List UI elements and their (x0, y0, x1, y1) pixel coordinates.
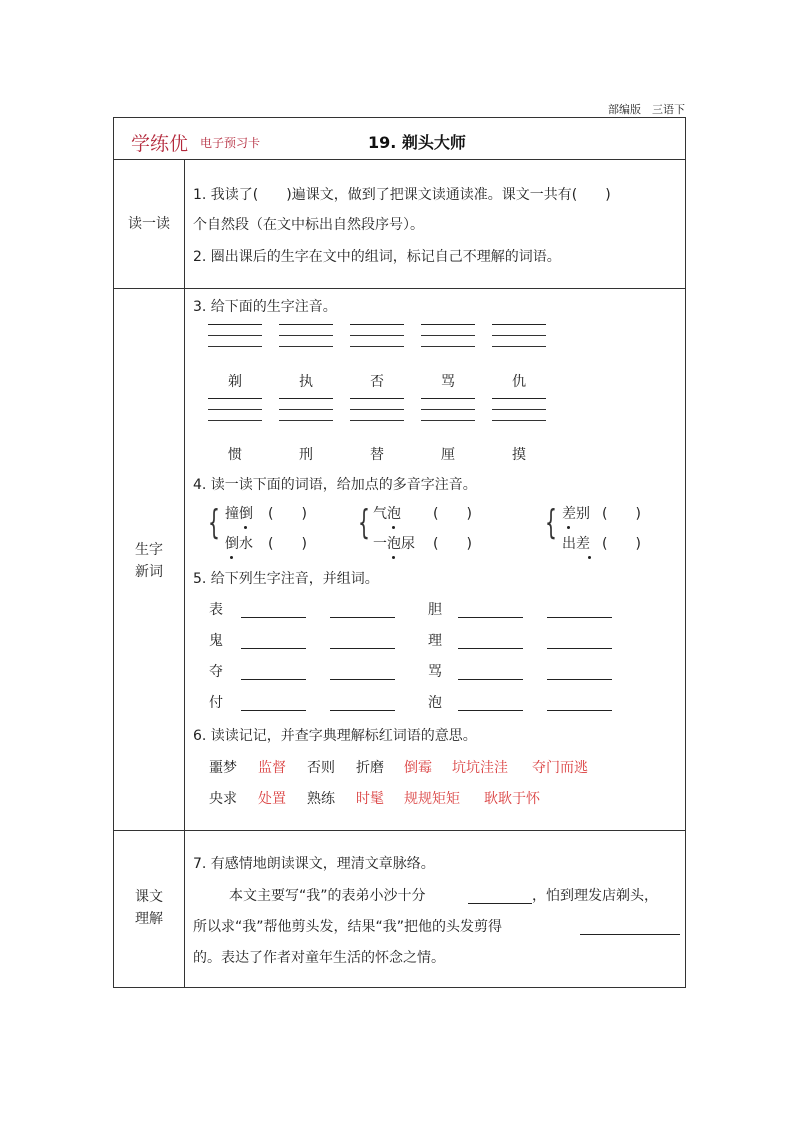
q4-word: 一泡尿 (373, 536, 415, 552)
q3-char: 摸 (512, 447, 526, 463)
q4-word: 差别 (562, 506, 590, 522)
q5-char: 泡 (428, 695, 442, 711)
q3-char: 剃 (228, 374, 242, 390)
answer-blank[interactable] (241, 679, 306, 680)
answer-blank[interactable] (330, 648, 395, 649)
q4-paren: ( ) (602, 536, 641, 552)
q6-word: 噩梦 (209, 760, 237, 776)
answer-blank[interactable] (458, 679, 523, 680)
answer-blank[interactable] (330, 710, 395, 711)
pinyin-lines (208, 398, 262, 432)
q4-paren: ( ) (268, 536, 307, 552)
section-label-read: 读一读 (128, 216, 170, 232)
answer-blank[interactable] (241, 648, 306, 649)
table-border-top (113, 117, 686, 118)
section-label-vocab-line1: 生字 (135, 542, 163, 558)
q6-word: 熟练 (307, 791, 335, 807)
q6-word: 折磨 (356, 760, 384, 776)
table-border-bottom (113, 987, 686, 988)
q5-char: 鬼 (209, 633, 223, 649)
answer-blank[interactable] (547, 648, 612, 649)
q4-paren: ( ) (602, 506, 641, 522)
pinyin-lines (279, 324, 333, 358)
q2-text: 2. 圈出课后的生字在文中的组词，标记自己不理解的词语。 (193, 249, 561, 265)
q7-paragraph-part: 本文主要写“我”的表弟小沙十分 (229, 888, 426, 904)
q6-word-highlighted: 处置 (258, 791, 286, 807)
q4-paren: ( ) (433, 536, 472, 552)
table-divider-vocab (113, 830, 686, 831)
pinyin-lines (492, 324, 546, 358)
q5-char: 付 (209, 695, 223, 711)
brand-subtitle: 电子预习卡 (200, 136, 261, 150)
emphasis-dot (230, 556, 233, 559)
answer-blank[interactable] (547, 710, 612, 711)
emphasis-dot (567, 526, 570, 529)
q6-word-highlighted: 时髦 (356, 791, 384, 807)
q3-char: 替 (370, 447, 384, 463)
q6-word: 央求 (209, 791, 237, 807)
answer-blank[interactable] (458, 648, 523, 649)
q6-word-highlighted: 规规矩矩 (404, 791, 460, 807)
pinyin-lines (492, 398, 546, 432)
q6-text: 6. 读读记记，并查字典理解标红词语的意思。 (193, 728, 477, 744)
table-divider-banner (113, 159, 686, 160)
brace-icon: { (545, 503, 557, 543)
q4-word: 气泡 (373, 506, 401, 522)
answer-blank[interactable] (547, 679, 612, 680)
q6-word-highlighted: 倒霉 (404, 760, 432, 776)
emphasis-dot (392, 556, 395, 559)
edition-label: 部编版 三语下 (608, 103, 685, 116)
pinyin-lines (421, 324, 475, 358)
brace-icon: { (208, 503, 220, 543)
pinyin-lines (350, 398, 404, 432)
q7-paragraph-part: ，怕到理发店剃头， (532, 888, 658, 904)
q3-char: 厘 (441, 447, 455, 463)
section-label-understand-line2: 理解 (135, 911, 163, 927)
q3-char: 执 (299, 374, 313, 390)
q3-char: 刑 (299, 447, 313, 463)
q4-paren: ( ) (433, 506, 472, 522)
emphasis-dot (244, 526, 247, 529)
emphasis-dot (392, 526, 395, 529)
q6-word: 否则 (307, 760, 335, 776)
answer-blank[interactable] (241, 710, 306, 711)
brace-icon: { (358, 503, 370, 543)
answer-blank[interactable] (458, 617, 523, 618)
q1-line2: 个自然段（在文中标出自然段序号）。 (193, 217, 424, 233)
pinyin-lines (421, 398, 475, 432)
q4-text: 4. 读一读下面的词语，给加点的多音字注音。 (193, 477, 477, 493)
q6-word-highlighted: 夺门而逃 (532, 760, 588, 776)
q7-paragraph-part: 的。表达了作者对童年生活的怀念之情。 (193, 950, 445, 966)
answer-blank[interactable] (468, 903, 532, 904)
q3-char: 惯 (228, 447, 242, 463)
q1-line1: 1. 我读了( )遍课文，做到了把课文读通读准。课文一共有( ) (193, 187, 611, 203)
answer-blank[interactable] (580, 934, 680, 935)
section-label-understand-line1: 课文 (135, 889, 163, 905)
q6-word-highlighted: 耿耿于怀 (484, 791, 540, 807)
q5-text: 5. 给下列生字注音，并组词。 (193, 571, 379, 587)
emphasis-dot (588, 556, 591, 559)
q7-text: 7. 有感情地朗读课文，理清文章脉络。 (193, 856, 435, 872)
q5-char: 骂 (428, 664, 442, 680)
q4-word: 倒水 (225, 536, 253, 552)
q3-char: 仇 (512, 374, 526, 390)
pinyin-lines (350, 324, 404, 358)
pinyin-lines (208, 324, 262, 358)
q3-char: 骂 (441, 374, 455, 390)
brand-name: 学练优 (131, 133, 189, 155)
table-border-right (685, 117, 686, 988)
q5-char: 夺 (209, 664, 223, 680)
q3-char: 否 (370, 374, 384, 390)
q4-word: 撞倒 (225, 506, 253, 522)
answer-blank[interactable] (458, 710, 523, 711)
table-divider-read (113, 288, 686, 289)
answer-blank[interactable] (241, 617, 306, 618)
table-column-divider (184, 159, 185, 988)
q4-paren: ( ) (268, 506, 307, 522)
answer-blank[interactable] (330, 617, 395, 618)
q5-char: 表 (209, 602, 223, 618)
q6-word-highlighted: 坑坑洼洼 (452, 760, 508, 776)
section-label-vocab-line2: 新词 (135, 564, 163, 580)
lesson-title: 19. 剃头大师 (368, 133, 466, 152)
answer-blank[interactable] (330, 679, 395, 680)
q4-word: 出差 (562, 536, 590, 552)
q5-char: 理 (428, 633, 442, 649)
pinyin-lines (279, 398, 333, 432)
answer-blank[interactable] (547, 617, 612, 618)
q6-word-highlighted: 监督 (258, 760, 286, 776)
q5-char: 胆 (428, 602, 442, 618)
q7-paragraph-part: 所以求“我”帮他剪头发，结果“我”把他的头发剪得 (193, 919, 503, 935)
q3-text: 3. 给下面的生字注音。 (193, 299, 337, 315)
